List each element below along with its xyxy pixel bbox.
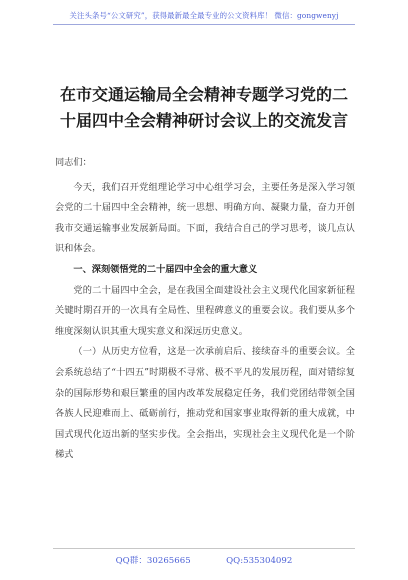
paragraph-historical-position: （一）从历史方位看，这是一次承前启后、接续奋斗的重要会议。全会系统总结了“十四五”时期极不寻常、极不平凡的发展历程，面对错综复杂的国际形势和艰巨繁重的国内改革发展稳定任务，我们党团结带领全国各族人民迎难而上、砥砺前行，推动党和国家事业取得新的重大成就，中国式现代化迈出新的坚实步伐。全会指出，实现社会主义现代化是一个阶梯式 bbox=[55, 346, 355, 461]
paragraph-intro: 今天，我们召开党组理论学习中心组学习会，主要任务是深入学习领会党的二十届四中全会精神，统一思想、明确方向、凝聚力量，奋力开创我市交通运输事业发展新局面。下面，我结合自己的学习思考，谈几点认识和体会。 bbox=[55, 181, 355, 255]
qq-label: QQ:535304092 bbox=[226, 556, 293, 566]
footer-contact bbox=[0, 554, 408, 566]
document-title-line-1: 在市交通运输局全会精神专题学习党的二 bbox=[59, 85, 348, 104]
document-title bbox=[34, 82, 374, 134]
section-heading: 一、深刻领悟党的二十届四中全会的重大意义 bbox=[73, 263, 258, 275]
header-divider bbox=[53, 24, 355, 25]
header-banner: 关注头条号“公文研究”，获得最新最全最专业的公文资料库！ 微信：gongwenyj bbox=[69, 11, 339, 20]
qq-group-label: QQ群：30265665 bbox=[115, 556, 191, 566]
document-body bbox=[55, 153, 355, 466]
document-title-line-2: 十届四中全会精神研讨会议上的交流发言 bbox=[59, 111, 348, 130]
greeting: 同志们： bbox=[55, 157, 92, 168]
paragraph-significance: 党的二十届四中全会，是在我国全面建设社会主义现代化国家新征程关键时期召开的一次具有全局性、里程碑意义的重要会议。我们要从多个维度深刻认识其重大现实意义和深远历史意义。 bbox=[55, 284, 355, 337]
footer-divider bbox=[53, 548, 355, 549]
